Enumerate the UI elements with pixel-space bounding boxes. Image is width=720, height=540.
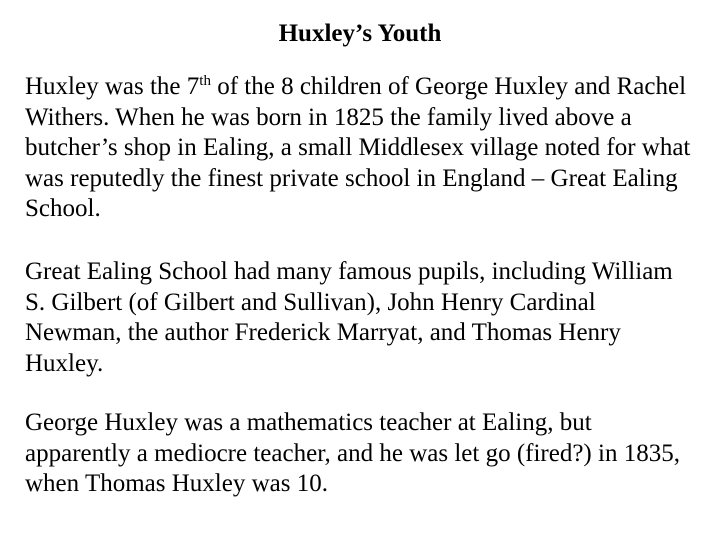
ordinal-suffix: th [199,73,211,89]
paragraph-family-background [25,72,695,225]
paragraph-1-text-end: of the 8 children of George Huxley and Rachel Withers. When he was born in 1825 the family lived above a butcher’s shop in Ealing, a small Middlesex village noted for what was reputedly the finest private school in England – Great Ealing School. [25,73,691,222]
slide-title: Huxley’s Youth [278,20,442,47]
paragraph-father-teacher: George Huxley was a mathematics teacher at Ealing, but apparently a mediocre teacher, and he was let go (fired?) in 1835, when Thomas Huxley was 10. [25,409,680,497]
paragraph-famous-pupils: Great Ealing School had many famous pupils, including William S. Gilbert (of Gilbert and Sullivan), John Henry Cardinal Newman, the author Frederick Marryat, and Thomas Henry Huxley. [25,258,673,377]
paragraph-1-text-start: Huxley was the 7 [25,73,200,100]
